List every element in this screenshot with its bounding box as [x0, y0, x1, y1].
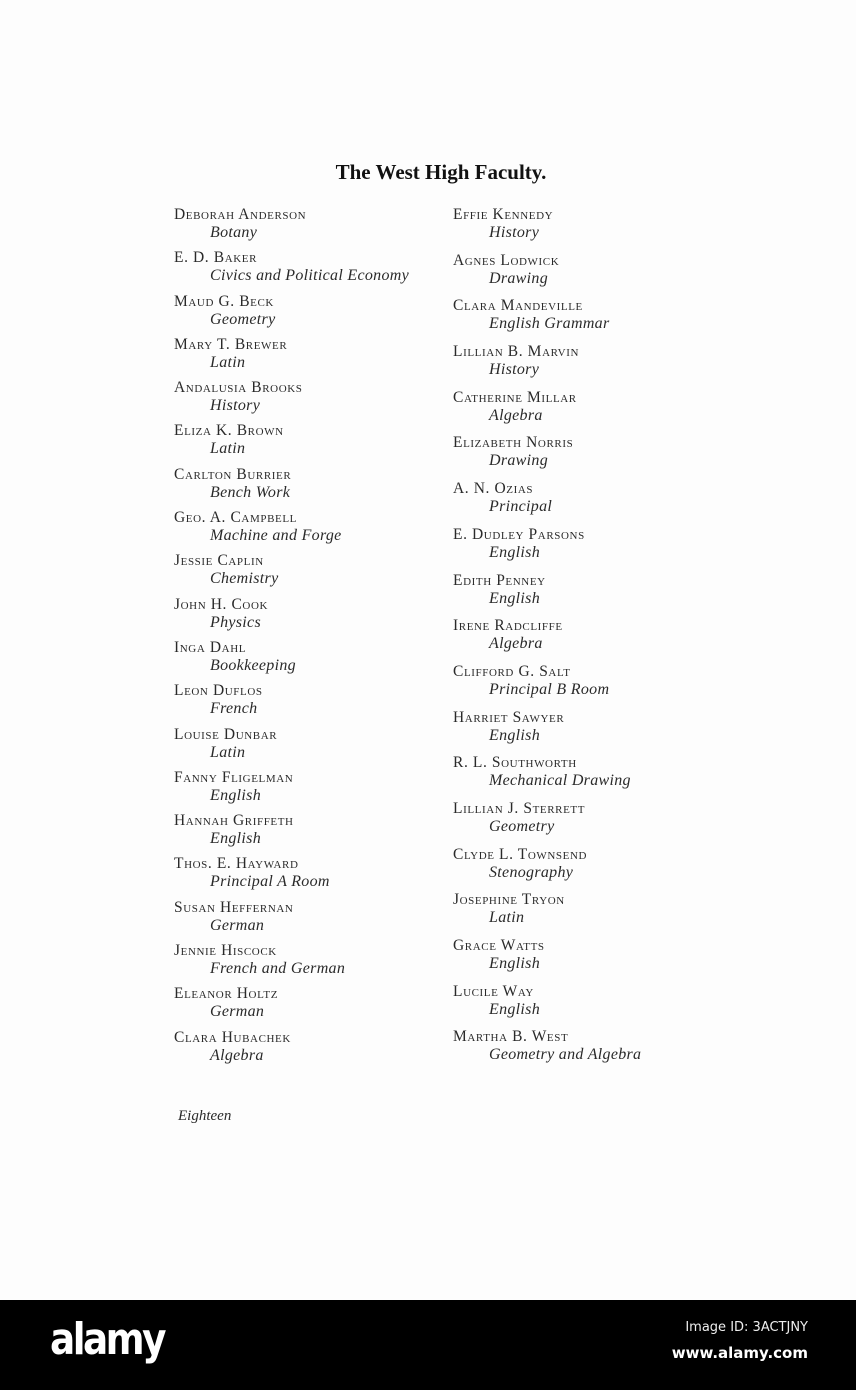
faculty-subject: Latin — [210, 743, 246, 761]
faculty-subject: English — [489, 1000, 540, 1018]
faculty-name: Catherine Millar — [453, 388, 577, 406]
faculty-entry — [174, 379, 409, 422]
faculty-subject: Latin — [489, 909, 525, 927]
faculty-name: Lillian J. Sterrett — [453, 799, 586, 817]
faculty-entry — [453, 1028, 641, 1074]
faculty-subject: English Grammar — [489, 315, 610, 333]
faculty-entry — [453, 617, 641, 663]
faculty-name: Leon Duflos — [174, 682, 263, 700]
faculty-subject: Drawing — [489, 269, 548, 287]
faculty-subject: History — [489, 361, 540, 379]
faculty-subject: Mechanical Drawing — [489, 772, 631, 790]
faculty-entry — [174, 249, 409, 292]
faculty-subject: English — [489, 955, 540, 972]
faculty-entry — [453, 572, 641, 618]
faculty-entry — [174, 552, 409, 595]
faculty-name: Jessie Caplin — [174, 552, 264, 570]
faculty-entry — [453, 754, 641, 800]
faculty-name: Grace Watts — [453, 937, 545, 954]
image-id-label: Image ID: 3ACTJNY — [685, 1320, 808, 1335]
faculty-entry — [453, 297, 641, 343]
faculty-subject: Chemistry — [210, 570, 279, 588]
faculty-entry — [174, 726, 409, 769]
faculty-column-left — [174, 206, 409, 1072]
faculty-entry — [453, 663, 641, 709]
faculty-subject: Geometry — [210, 310, 276, 328]
faculty-entry — [453, 434, 641, 480]
faculty-name: Harriet Sawyer — [453, 708, 565, 726]
faculty-entry — [174, 855, 409, 898]
faculty-subject: Drawing — [489, 452, 548, 470]
faculty-name: Lillian B. Marvin — [453, 343, 580, 361]
faculty-entry — [453, 252, 641, 298]
faculty-subject: Principal — [489, 498, 553, 516]
faculty-name: Geo. A. Campbell — [174, 509, 297, 527]
faculty-subject: Principal A Room — [210, 873, 330, 891]
faculty-name: Martha B. West — [453, 1028, 569, 1046]
faculty-name: Louise Dunbar — [174, 725, 278, 743]
faculty-name: Clifford G. Salt — [453, 662, 571, 680]
watermark-bar — [0, 1300, 856, 1390]
faculty-subject: Bookkeeping — [210, 656, 296, 674]
faculty-name: Hannah Griffeth — [174, 812, 294, 830]
faculty-entry — [174, 682, 409, 725]
faculty-subject: English — [210, 786, 261, 804]
faculty-subject: Physics — [210, 613, 261, 631]
faculty-entry — [453, 800, 641, 846]
faculty-name: A. N. Ozias — [453, 480, 534, 498]
faculty-column-right — [453, 206, 641, 1074]
faculty-name: Deborah Anderson — [174, 206, 307, 223]
faculty-entry — [174, 422, 409, 465]
faculty-name: Clara Hubachek — [174, 1028, 291, 1046]
faculty-subject: German — [210, 1003, 265, 1021]
faculty-subject: English — [489, 726, 540, 744]
faculty-entry — [453, 480, 641, 526]
faculty-entry — [174, 985, 409, 1028]
faculty-entry — [453, 937, 641, 983]
faculty-entry — [174, 639, 409, 682]
faculty-name: Clyde L. Townsend — [453, 845, 588, 863]
faculty-name: Susan Heffernan — [174, 898, 294, 916]
faculty-subject: English — [489, 589, 540, 607]
alamy-logo: alamy — [50, 1314, 164, 1365]
faculty-subject: Latin — [210, 353, 246, 371]
faculty-name: Thos. E. Hayward — [174, 855, 299, 873]
faculty-name: R. L. Southworth — [453, 754, 577, 772]
faculty-entry — [453, 846, 641, 892]
faculty-entry — [453, 983, 641, 1029]
faculty-subject: Geometry — [489, 817, 555, 835]
faculty-entry — [174, 509, 409, 552]
faculty-subject: English — [489, 543, 540, 561]
faculty-subject: History — [489, 224, 540, 241]
faculty-entry — [453, 206, 641, 252]
faculty-name: John H. Cook — [174, 595, 269, 613]
site-url: www.alamy.com — [671, 1344, 808, 1362]
faculty-subject: Botany — [210, 224, 258, 241]
faculty-subject: German — [210, 916, 265, 934]
faculty-subject: Algebra — [210, 1046, 264, 1064]
faculty-name: Mary T. Brewer — [174, 335, 288, 353]
faculty-subject: Stenography — [489, 863, 574, 881]
faculty-name: Eleanor Holtz — [174, 985, 279, 1003]
faculty-name: Josephine Tryon — [453, 891, 565, 909]
faculty-subject: Algebra — [489, 635, 543, 653]
faculty-entry — [453, 526, 641, 572]
faculty-entry — [174, 899, 409, 942]
faculty-name: Andalusia Brooks — [174, 379, 303, 397]
faculty-subject: Geometry and Algebra — [489, 1046, 642, 1064]
faculty-entry — [453, 389, 641, 435]
faculty-name: Edith Penney — [453, 571, 546, 589]
faculty-name: Effie Kennedy — [453, 206, 554, 223]
faculty-entry — [174, 336, 409, 379]
faculty-entry — [174, 1029, 409, 1072]
faculty-name: Jennie Hiscock — [174, 942, 277, 960]
faculty-entry — [174, 206, 409, 249]
faculty-entry — [174, 942, 409, 985]
faculty-subject: Machine and Forge — [210, 527, 342, 545]
faculty-name: Irene Radcliffe — [453, 617, 563, 635]
faculty-name: Elizabeth Norris — [453, 434, 574, 452]
faculty-name: Inga Dahl — [174, 638, 247, 656]
faculty-subject: French — [210, 700, 258, 718]
faculty-name: E. Dudley Parsons — [453, 525, 585, 543]
faculty-entry — [174, 466, 409, 509]
faculty-entry — [174, 596, 409, 639]
faculty-name: Lucile Way — [453, 982, 534, 1000]
faculty-name: Carlton Burrier — [174, 465, 292, 483]
faculty-entry — [174, 812, 409, 855]
faculty-entry — [174, 769, 409, 812]
faculty-entry — [453, 891, 641, 937]
faculty-subject: History — [210, 397, 261, 415]
faculty-entry — [174, 293, 409, 336]
faculty-name: Agnes Lodwick — [453, 251, 560, 269]
faculty-name: Eliza K. Brown — [174, 422, 284, 440]
faculty-subject: Principal B Room — [489, 680, 610, 698]
faculty-name: E. D. Baker — [174, 249, 258, 267]
faculty-subject: French and German — [210, 960, 346, 978]
faculty-name: Fanny Fligelman — [174, 768, 294, 786]
page-title: The West High Faculty. — [335, 160, 547, 184]
faculty-subject: Latin — [210, 440, 246, 458]
page-number: Eighteen — [178, 1108, 232, 1124]
faculty-subject: English — [210, 830, 261, 848]
faculty-name: Clara Mandeville — [453, 297, 583, 315]
faculty-entry — [453, 709, 641, 755]
faculty-subject: Algebra — [489, 406, 543, 424]
faculty-subject: Bench Work — [210, 483, 291, 501]
faculty-name: Maud G. Beck — [174, 292, 274, 310]
faculty-subject: Civics and Political Economy — [210, 267, 410, 285]
faculty-entry — [453, 343, 641, 389]
